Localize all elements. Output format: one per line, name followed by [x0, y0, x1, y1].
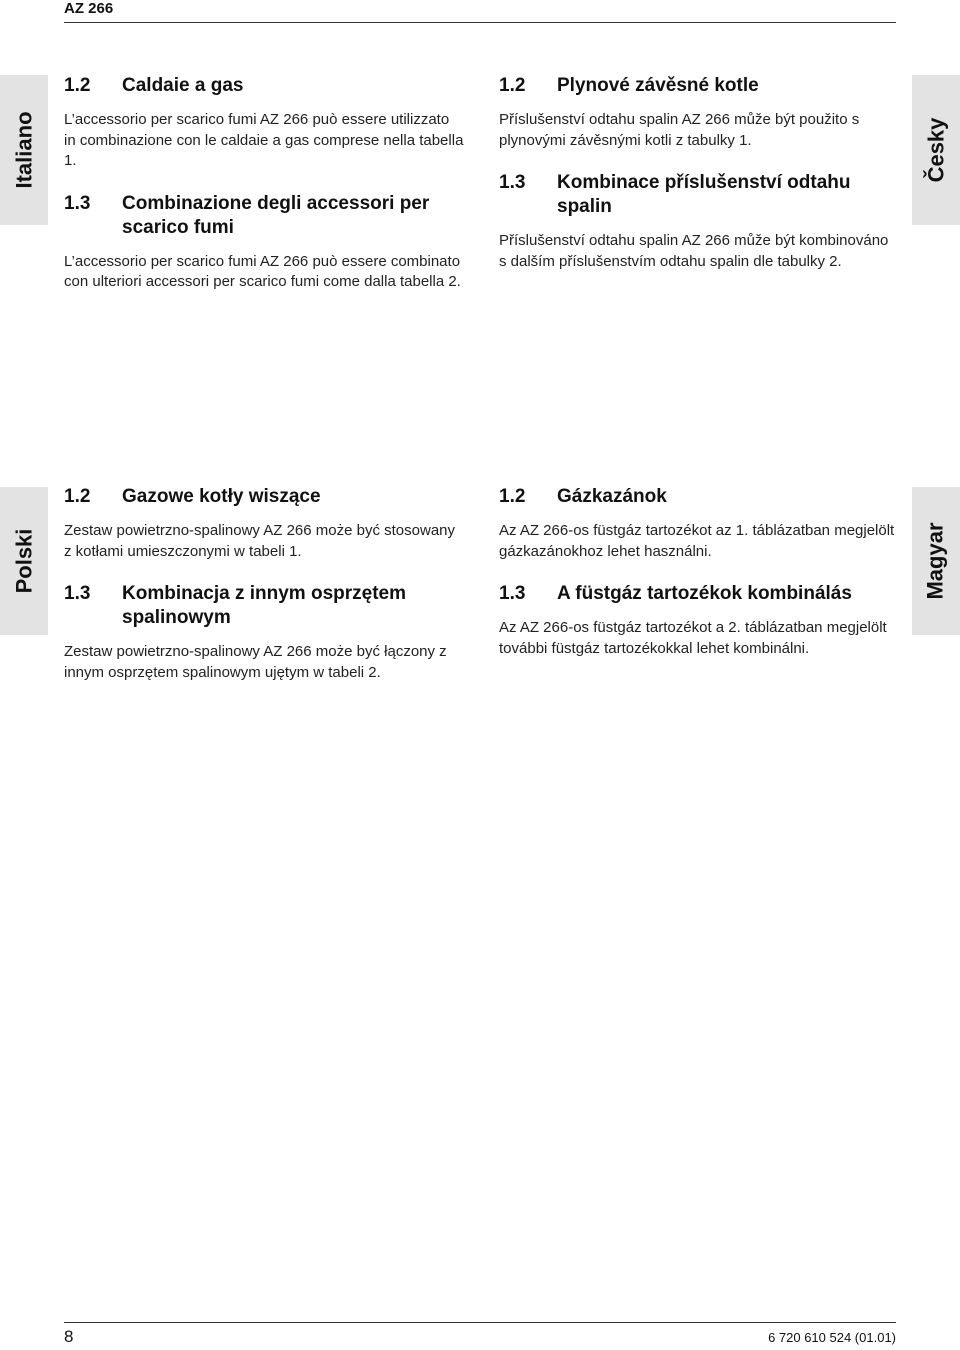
tab-cesky: [912, 75, 960, 225]
header-divider: [64, 22, 896, 23]
heading-kombinacja: 1.3 Kombinacja z innym osprzętem spalinowym: [64, 583, 407, 628]
heading-gazkazanok: 1.2 Gázkazánok: [499, 486, 667, 507]
paragraph-gazkazanok: Az AZ 266-os füstgáz tartozékot az 1. táblázatban megjelölt gázkazánokhoz lehet használni.: [499, 522, 895, 560]
document-code: 6 720 610 524 (01.01): [768, 1330, 896, 1345]
document-title: AZ 266: [64, 0, 114, 17]
paragraph-gazowe-kotly: Zestaw powietrzno-spalinowy AZ 266 może być stosowany z kotłami umieszczonymi w tabeli 1.: [64, 522, 456, 560]
footer-divider: [64, 1322, 896, 1323]
paragraph-combinazione: L’accessorio per scarico fumi AZ 266 può essere combinato con ulteriori accessori per scarico fumi come dalla tabella 2.: [64, 252, 461, 290]
tab-italiano-label: Italiano: [11, 111, 37, 189]
paragraph-kombinace: Příslušenství odtahu spalin AZ 266 může být kombinováno s dalším příslušenstvím odtahu spalin dle tabulky 2.: [499, 232, 889, 270]
tab-cesky-label: Česky: [923, 117, 948, 183]
heading-kombinace: 1.3 Kombinace příslušenství odtahu spalin: [499, 172, 851, 217]
tab-magyar-label: Magyar: [923, 522, 949, 600]
heading-plynove-kotle: 1.2 Plynové závěsné kotle: [499, 75, 759, 96]
paragraph-plynove-kotle: Příslušenství odtahu spalin AZ 266 může být použito s plynovými závěsnými kotli z tabulky 1.: [499, 111, 860, 149]
paragraph-fustgaz-kombinalas: Az AZ 266-os füstgáz tartozékot a 2. táblázatban megjelölt további füstgáz tartozékokkal lehet kombinálni.: [499, 619, 887, 657]
tab-italiano: [0, 75, 48, 225]
heading-gazowe-kotly: 1.2 Gazowe kotły wiszące: [64, 486, 321, 507]
heading-caldaie-a-gas: 1.2 Caldaie a gas: [64, 75, 244, 96]
section-cesky: [499, 74, 899, 272]
section-magyar: [499, 485, 899, 659]
page-number: 8: [64, 1327, 74, 1346]
tab-polski-label: Polski: [11, 528, 36, 594]
paragraph-kombinacja: Zestaw powietrzno-spalinowy AZ 266 może być łączony z innym osprzętem spalinowym ujętym w tabeli 2.: [64, 643, 447, 681]
tab-polski: [0, 487, 48, 635]
section-polski: [64, 485, 464, 683]
heading-combinazione: 1.3 Combinazione degli accessori per scarico fumi: [64, 192, 430, 238]
tab-magyar: [912, 487, 960, 635]
section-italiano: [64, 74, 464, 293]
heading-fustgaz-kombinalas: 1.3 A füstgáz tartozékok kombinálás: [499, 583, 852, 604]
paragraph-caldaie: L’accessorio per scarico fumi AZ 266 può essere utilizzato in combinazione con le caldaie a gas comprese nella tabella 1.: [64, 111, 464, 169]
